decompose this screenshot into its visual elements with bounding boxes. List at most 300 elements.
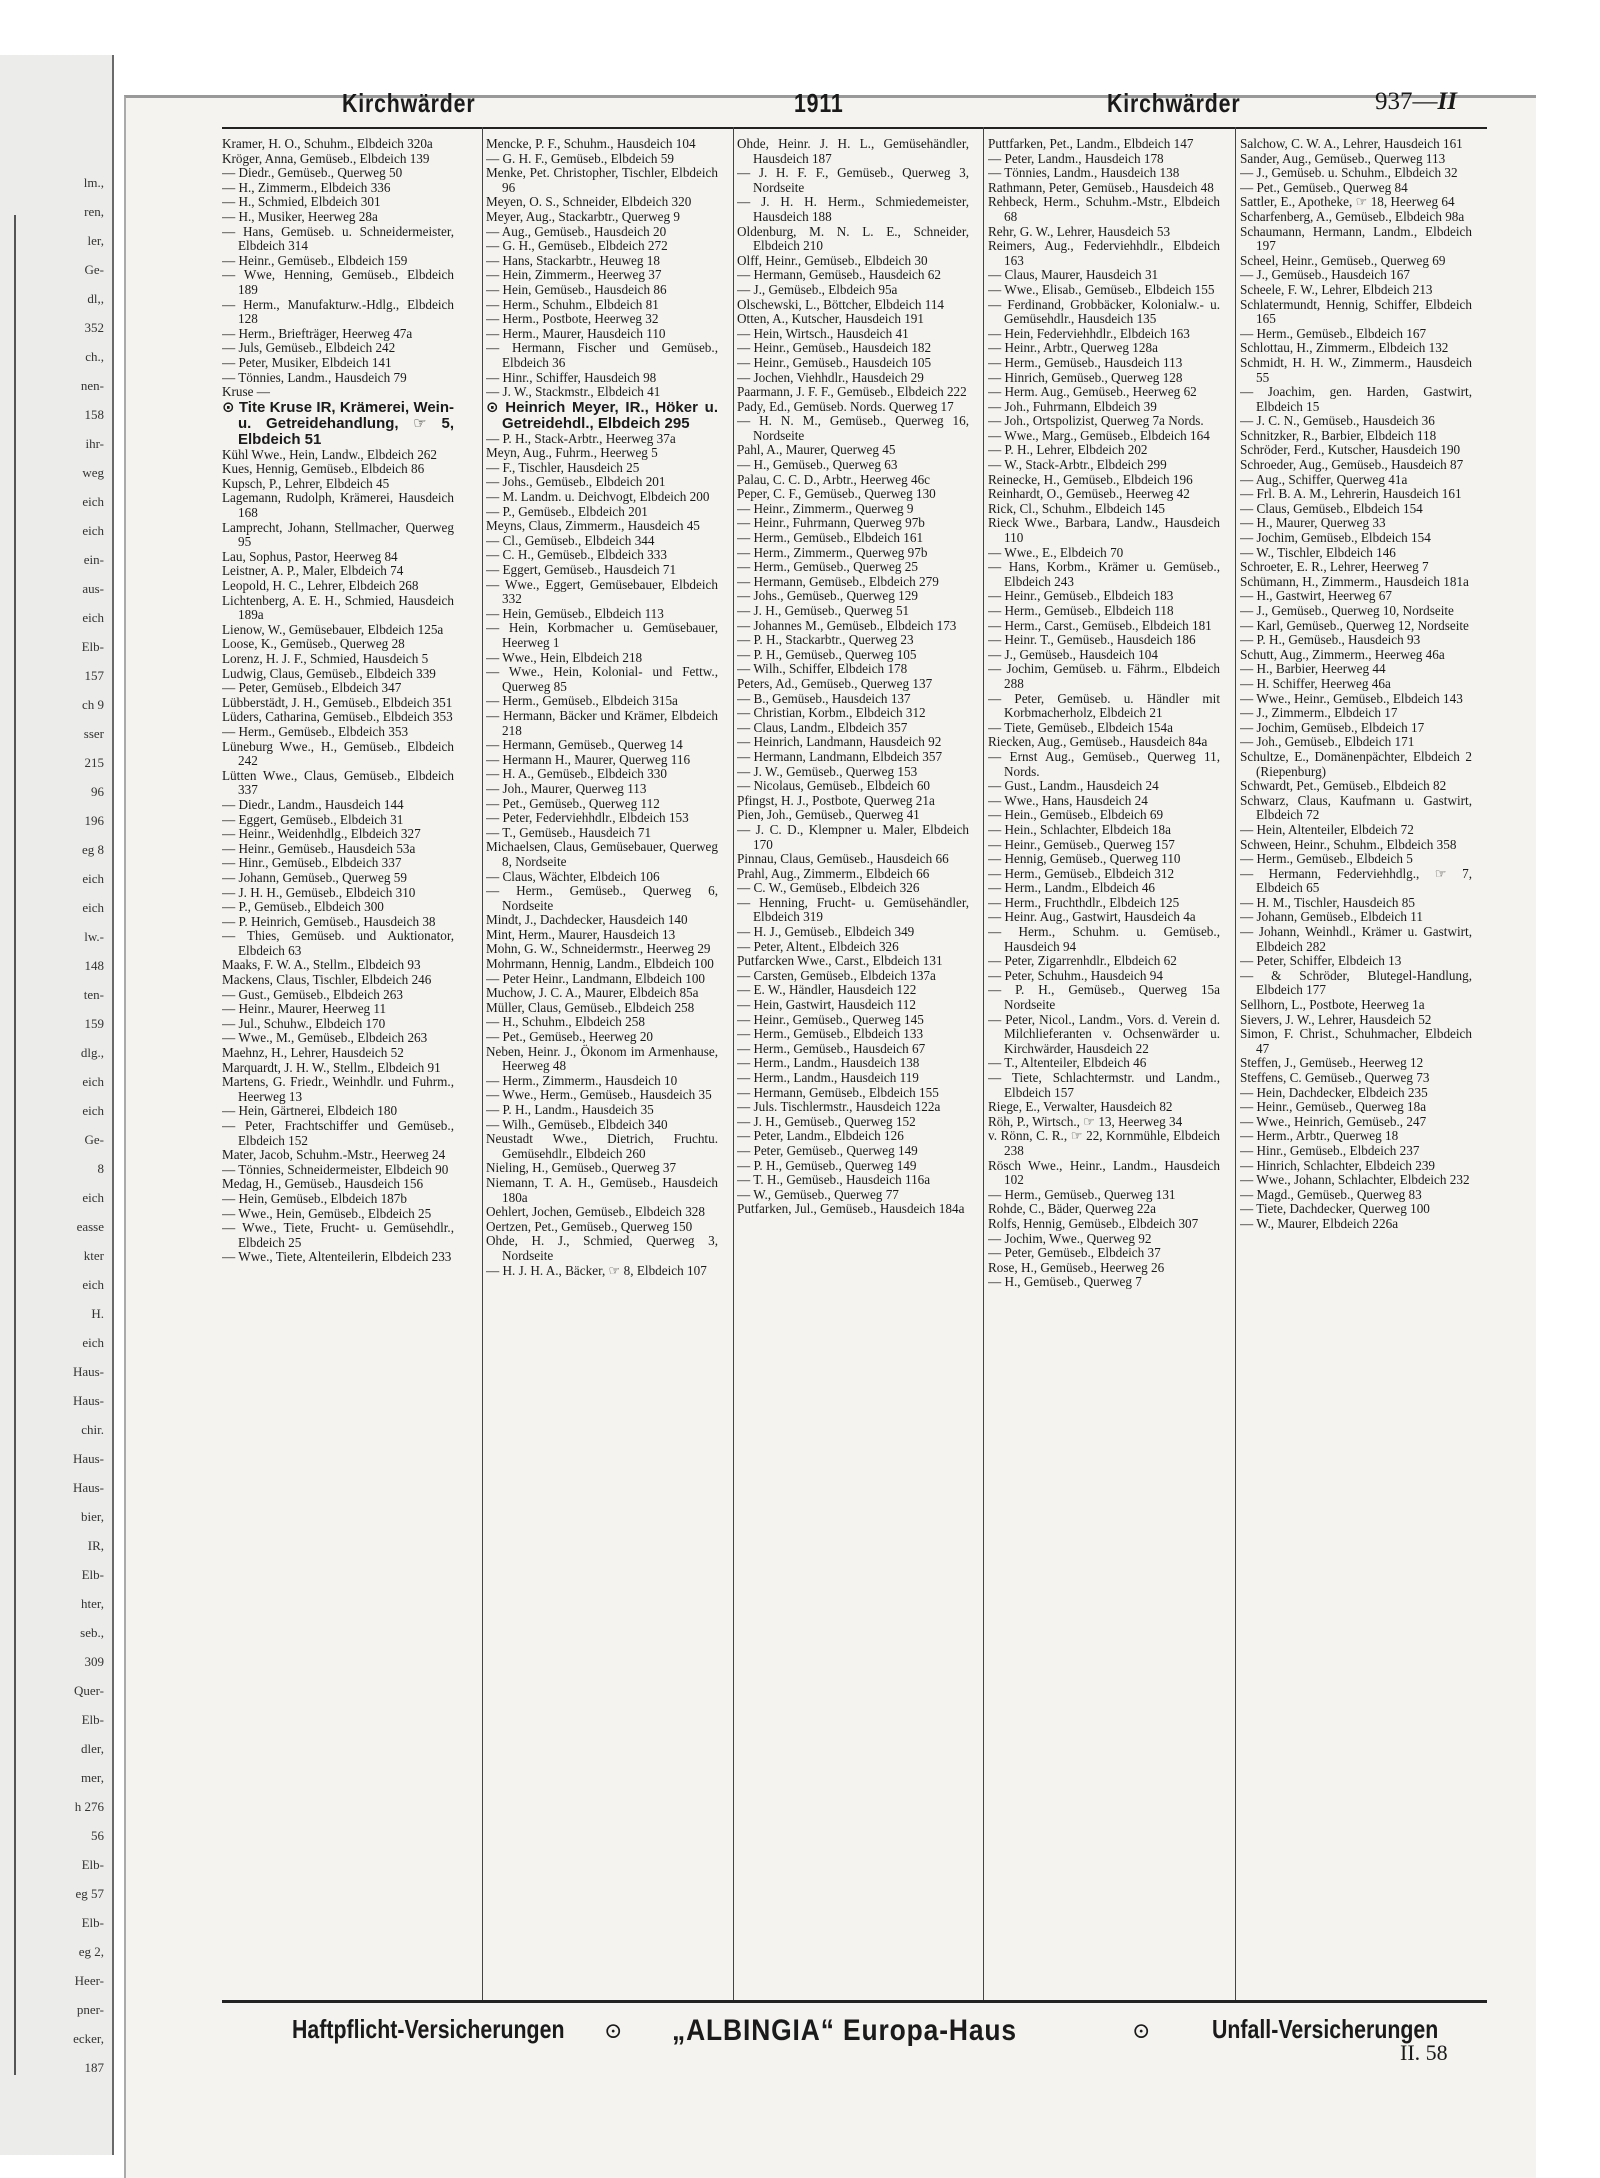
directory-entry: — P. H., Gemüseb., Querweg 15a Nordseite — [988, 982, 1220, 1013]
directory-entry: Michaelsen, Claus, Gemüsebauer, Querweg 8, Nordseite — [486, 839, 718, 869]
directory-entry: — Peter, Gemüseb., Elbdeich 347 — [222, 680, 402, 696]
directory-entry: — Herm., Gemüseb., Elbdeich 167 — [1240, 325, 1427, 341]
footer-page-mark: II. 58 — [1400, 2040, 1448, 2065]
previous-page-fragment: eich — [82, 610, 104, 625]
directory-entry: — Jul., Schuhw., Elbdeich 170 — [222, 1015, 386, 1031]
previous-page-fragment: Elb- — [81, 1712, 104, 1727]
directory-entry: Müller, Claus, Gemüseb., Elbdeich 258 — [486, 999, 695, 1015]
directory-entry: — H. M., Tischler, Hausdeich 85 — [1240, 894, 1415, 910]
directory-entry: — Wwe., Hans, Hausdeich 24 — [988, 792, 1148, 808]
directory-entry: — Herm., Gemüseb., Elbdeich 161 — [737, 530, 924, 546]
directory-entry: Rose, H., Gemüseb., Heerweg 26 — [988, 1259, 1165, 1275]
directory-entry: v. Rönn, C. R., ☞ 22, Kornmühle, Elbdeich 238 — [988, 1128, 1220, 1158]
directory-entry: — Hein, Gemüseb., Hausdeich 86 — [486, 281, 667, 297]
directory-entry: Schmidt, H. H. W., Zimmerm., Hausdeich 55 — [1240, 354, 1472, 385]
directory-entry: — Peter, Landm., Elbdeich 126 — [737, 1128, 904, 1144]
directory-entry: — Carsten, Gemüseb., Elbdeich 137a — [737, 967, 936, 983]
directory-entry: Putfarken, Jul., Gemüseb., Hausdeich 184a — [737, 1201, 965, 1217]
previous-page-fragment: bier, — [81, 1509, 104, 1524]
directory-entry: Riege, E., Verwalter, Hausdeich 82 — [988, 1099, 1173, 1115]
directory-entry: Schutt, Aug., Zimmerm., Heerweg 46a — [1240, 646, 1445, 662]
directory-entry: — Hinrich, Gemüseb., Querweg 128 — [988, 369, 1183, 385]
directory-entry: — P. Heinrich, Gemüseb., Hausdeich 38 — [222, 913, 436, 929]
directory-entry: — H. J. H. A., Bäcker, ☞ 8, Elbdeich 107 — [486, 1262, 707, 1278]
directory-entry: Mindt, J., Dachdecker, Hausdeich 140 — [486, 912, 688, 928]
directory-entry: — H., Musiker, Heerweg 28a — [222, 208, 378, 224]
directory-entry: — Herm., Gemüseb., Hausdeich 67 — [737, 1040, 926, 1056]
directory-entry: Sander, Aug., Gemüseb., Querweg 113 — [1240, 150, 1446, 166]
previous-page-fragment: chir. — [81, 1422, 104, 1437]
previous-page-fragment: mer, — [81, 1770, 104, 1785]
previous-page-fragment: eg 57 — [75, 1886, 104, 1901]
directory-entry: — Herm., Schuhm. u. Gemüseb., Hausdeich 94 — [988, 924, 1220, 954]
directory-entry: Schwarz, Claus, Kaufmann u. Gastwirt, Elbdeich 72 — [1240, 792, 1472, 823]
previous-page-fragment: 196 — [84, 813, 104, 828]
directory-entry: — Joh., Gemüseb., Elbdeich 171 — [1240, 734, 1415, 750]
previous-page-edge — [0, 55, 114, 2155]
directory-entry: — Hennig, Gemüseb., Querweg 110 — [988, 851, 1181, 867]
directory-entry: — Hein, Zimmerm., Heerweg 37 — [486, 267, 662, 283]
directory-entry: — Peter, Gemüseb., Querweg 149 — [737, 1142, 918, 1158]
directory-entry: Scheel, Heinr., Gemüseb., Querweg 69 — [1240, 252, 1446, 268]
directory-entry: — Peter, Gemüseb., Elbdeich 37 — [988, 1245, 1161, 1261]
directory-entry: — Claus, Maurer, Hausdeich 31 — [988, 267, 1159, 283]
directory-entry: — Herm., Gemüseb., Elbdeich 5 — [1240, 851, 1413, 867]
directory-entry: — Herm., Gemüseb., Querweg 6, Nordseite — [486, 883, 718, 913]
directory-entry: — Ernst Aug., Gemüseb., Querweg 11, Nords. — [988, 748, 1220, 779]
directory-entry: — F., Tischler, Hausdeich 25 — [486, 459, 640, 475]
directory-entry: Peper, C. F., Gemüseb., Querweg 130 — [737, 486, 936, 502]
header-page-number — [1375, 88, 1457, 116]
previous-page-fragment: ch., — [85, 349, 104, 364]
directory-entry: — Johs., Gemüseb., Elbdeich 201 — [486, 474, 666, 490]
previous-page-fragment: Ge- — [84, 262, 104, 277]
directory-entry: Oertzen, Pet., Gemüseb., Querweg 150 — [486, 1218, 693, 1234]
directory-entry: — P. H., Stackarbtr., Querweg 23 — [737, 632, 914, 648]
directory-entry: — Heinr., Gemüseb., Hausdeich 105 — [737, 354, 932, 370]
directory-entry: — H. N. M., Gemüseb., Querweg 16, Nordseite — [737, 413, 969, 443]
directory-entry: — G. H. F., Gemüseb., Elbdeich 59 — [486, 150, 674, 166]
directory-column-4 — [988, 137, 1220, 1997]
directory-entry: — Claus, Wächter, Elbdeich 106 — [486, 868, 660, 884]
directory-entry: — Herm., Gemüseb., Elbdeich 312 — [988, 865, 1175, 881]
previous-page-fragment: Haus- — [72, 1364, 104, 1379]
directory-entry: — J. W., Gemüseb., Querweg 153 — [737, 763, 918, 779]
directory-entry: Schultze, E., Domänenpächter, Elbdeich 2 (Riepenburg) — [1240, 748, 1472, 779]
directory-entry: — Gust., Gemüseb., Elbdeich 263 — [222, 986, 403, 1002]
directory-entry: — Herm., Zimmerm., Querweg 97b — [737, 544, 928, 560]
directory-entry: Pien, Joh., Gemüseb., Querweg 41 — [737, 807, 920, 823]
directory-entry: — Herm., Fruchthdlr., Elbdeich 125 — [988, 894, 1180, 910]
directory-entry: Lau, Sophus, Pastor, Heerweg 84 — [222, 548, 398, 564]
directory-entry: Sellhorn, L., Postbote, Heerweg 1a — [1240, 997, 1425, 1013]
directory-entry: Paarmann, J. F. F., Gemüseb., Elbdeich 222 — [737, 384, 967, 400]
column-rule — [482, 127, 483, 2000]
directory-entry: Rolfs, Hennig, Gemüseb., Elbdeich 307 — [988, 1215, 1199, 1231]
directory-entry: Muchow, J. C. A., Maurer, Elbdeich 85a — [486, 985, 699, 1001]
previous-page-fragment: eich — [82, 494, 104, 509]
directory-entry: — J. C. N., Gemüseb., Hausdeich 36 — [1240, 413, 1435, 429]
header-rule — [222, 127, 1487, 129]
directory-entry: — Wilh., Schiffer, Elbdeich 178 — [737, 661, 908, 677]
directory-entry: — Wwe., Heinrich, Gemüseb., 247 — [1240, 1113, 1427, 1129]
directory-entry: — Hein, Gemüseb., Elbdeich 113 — [486, 605, 664, 621]
directory-entry: — Tönnies, Landm., Hausdeich 138 — [988, 165, 1180, 181]
directory-entry: — Wwe., Hein, Elbdeich 218 — [486, 649, 643, 665]
previous-page-fragment: 8 — [97, 1161, 104, 1176]
directory-entry: Neustadt Wwe., Dietrich, Fruchtu. Gemüsehdlr., Elbdeich 260 — [486, 1131, 718, 1161]
directory-entry: — E. W., Händler, Hausdeich 122 — [737, 982, 917, 998]
directory-entry: Neben, Heinr. J., Ökonom im Armenhause, Heerweg 48 — [486, 1043, 718, 1074]
previous-page-fragment: eg 8 — [81, 842, 104, 857]
directory-entry: Rathmann, Peter, Gemüseb., Hausdeich 48 — [988, 179, 1214, 195]
directory-entry: Marquardt, J. H. W., Stellm., Elbdeich 91 — [222, 1059, 441, 1075]
directory-entry: — J. H., Gemüseb., Querweg 152 — [737, 1113, 916, 1129]
directory-entry: — J. H., Gemüseb., Querweg 51 — [737, 603, 910, 618]
directory-entry: — Hermann, Gemüseb., Hausdeich 62 — [737, 267, 941, 283]
previous-page-fragment: Haus- — [72, 1451, 104, 1466]
directory-entry: — Aug., Schiffer, Querweg 41a — [1240, 471, 1408, 487]
directory-entry: Sievers, J. W., Lehrer, Hausdeich 52 — [1240, 1011, 1432, 1027]
directory-entry: — J., Gemüseb. u. Schuhm., Elbdeich 32 — [1240, 165, 1458, 181]
directory-entry: Steffens, C. Gemüseb., Querweg 73 — [1240, 1070, 1430, 1085]
directory-entry: — & Schröder, Blutegel-Handlung, Elbdeich 177 — [1240, 967, 1472, 998]
directory-entry: — Herm., Manufakturw.-Hdlg., Elbdeich 128 — [222, 296, 454, 327]
directory-entry: — Hein, Korbmacher u. Gemüsebauer, Heerweg 1 — [486, 620, 718, 650]
directory-entry: — H., Schmied, Elbdeich 301 — [222, 194, 381, 210]
directory-entry: — Heinr., Zimmerm., Querweg 9 — [737, 500, 914, 516]
previous-page-fragment: 352 — [84, 320, 104, 335]
previous-page-fragment: Haus- — [72, 1393, 104, 1408]
previous-page-fragment: 187 — [84, 2060, 104, 2075]
directory-entry: Reimers, Aug., Federviehhdlr., Elbdeich 163 — [988, 238, 1220, 268]
directory-entry: — Hinr., Schiffer, Hausdeich 98 — [486, 369, 657, 385]
directory-entry: — Wilh., Gemüseb., Elbdeich 340 — [486, 1116, 668, 1132]
directory-entry: — Herm., Landm., Elbdeich 46 — [988, 880, 1156, 896]
directory-entry: Meyen, O. S., Schneider, Elbdeich 320 — [486, 194, 692, 210]
directory-column-5 — [1240, 137, 1472, 1997]
previous-page-fragment: pner- — [76, 2002, 104, 2017]
directory-entry: — Diedr., Landm., Hausdeich 144 — [222, 796, 404, 812]
directory-entry: — Diedr., Gemüseb., Querweg 50 — [222, 165, 403, 181]
directory-entry: Putfarcken Wwe., Carst., Elbdeich 131 — [737, 953, 943, 969]
directory-entry: — Johann, Gemüseb., Elbdeich 11 — [1240, 909, 1424, 925]
directory-entry: — Heinr., Gemüseb., Hausdeich 182 — [737, 340, 932, 356]
previous-page-fragment: lw.- — [84, 929, 104, 944]
directory-entry: — Wwe., Elisab., Gemüseb., Elbdeich 155 — [988, 281, 1215, 297]
directory-entry: — Heinr., Gemüseb., Elbdeich 183 — [988, 588, 1174, 604]
directory-entry: — Johs., Gemüseb., Querweg 129 — [737, 588, 918, 604]
column-rule — [1235, 127, 1236, 2000]
directory-entry: — J. W., Stackmstr., Elbdeich 41 — [486, 384, 661, 400]
directory-entry: — Johannes M., Gemüseb., Elbdeich 173 — [737, 617, 957, 633]
directory-entry: Rohde, C., Bäder, Querweg 22a — [988, 1201, 1156, 1217]
directory-entry: Kühl Wwe., Hein, Landw., Elbdeich 262 — [222, 446, 437, 462]
directory-column-1 — [222, 137, 454, 1997]
directory-entry: — Hermann H., Maurer, Querweg 116 — [486, 751, 691, 767]
directory-entry: — W., Maurer, Elbdeich 226a — [1240, 1215, 1399, 1231]
directory-entry: — Herm., Postbote, Heerweg 32 — [486, 311, 659, 327]
directory-entry: — Herm., Briefträger, Heerweg 47a — [222, 325, 413, 341]
directory-entry: — Jochen, Viehhdlr., Hausdeich 29 — [737, 369, 924, 385]
directory-entry: — Herm., Maurer, Hausdeich 110 — [486, 325, 666, 341]
directory-entry: — Peter, Schiffer, Elbdeich 13 — [1240, 953, 1402, 969]
directory-entry: ⊙ Heinrich Meyer, IR., Höker u. Getreidehdl., Elbdeich 295 — [486, 398, 718, 432]
previous-page-fragment: h 276 — [74, 1799, 104, 1814]
page-number-value: 937— — [1375, 88, 1438, 115]
directory-entry: — P., Gemüseb., Elbdeich 201 — [486, 503, 648, 519]
previous-page-fragment: lm., — [83, 175, 104, 190]
directory-column-3 — [737, 137, 969, 1997]
directory-entry: Lüders, Catharina, Gemüseb., Elbdeich 353 — [222, 709, 453, 725]
directory-entry: — Claus, Landm., Elbdeich 357 — [737, 719, 908, 735]
previous-page-fragment: 96 — [91, 784, 104, 799]
footer-circle-icon: ⊙ — [604, 2018, 623, 2043]
directory-entry: — Frl. B. A. M., Lehrerin, Hausdeich 161 — [1240, 486, 1462, 502]
directory-entry: — M. Landm. u. Deichvogt, Elbdeich 200 — [486, 489, 710, 505]
directory-entry: — Hermann, Gemüseb., Elbdeich 155 — [737, 1084, 939, 1100]
directory-entry: — Herm., Gemüseb., Querweg 25 — [737, 559, 918, 575]
directory-entry: — Joh., Fuhrmann, Elbdeich 39 — [988, 398, 1157, 414]
directory-entry: Lütten Wwe., Claus, Gemüseb., Elbdeich 337 — [222, 767, 454, 798]
directory-entry: — Herm., Gemüseb., Elbdeich 315a — [486, 693, 678, 709]
directory-entry: Mint, Herm., Maurer, Hausdeich 13 — [486, 926, 676, 942]
directory-entry: — Herm., Zimmerm., Hausdeich 10 — [486, 1072, 678, 1088]
previous-page-fragment: nen- — [80, 378, 104, 393]
directory-entry: — W., Gemüseb., Querweg 77 — [737, 1186, 899, 1202]
directory-entry: — Peter, Zigarrenhdlr., Elbdeich 62 — [988, 953, 1177, 969]
directory-entry: Rehr, G. W., Lehrer, Hausdeich 53 — [988, 223, 1171, 239]
directory-entry: — W., Stack-Arbtr., Elbdeich 299 — [988, 457, 1167, 473]
directory-entry: Martens, G. Friedr., Weinhdlr. und Fuhrm., Heerweg 13 — [222, 1074, 454, 1104]
previous-page-fragment: hter, — [81, 1596, 104, 1611]
directory-entry: — Jochim, Wwe., Querweg 92 — [988, 1230, 1152, 1246]
directory-entry: — Pet., Gemüseb., Querweg 84 — [1240, 179, 1408, 195]
directory-entry: — Hein., Schlachter, Elbdeich 18a — [988, 821, 1171, 837]
directory-entry: — Ferdinand, Grobbäcker, Kolonialw.- u. Gemüsehdlr., Hausdeich 135 — [988, 296, 1220, 327]
previous-page-fragment: 148 — [84, 958, 104, 973]
directory-entry: Leopold, H. C., Lehrer, Elbdeich 268 — [222, 578, 419, 594]
directory-entry: — Hans, Gemüseb. u. Schneidermeister, Elbdeich 314 — [222, 223, 454, 254]
directory-entry: — Wwe, Henning, Gemüseb., Elbdeich 189 — [222, 267, 454, 297]
directory-entry: — Eggert, Gemüseb., Elbdeich 31 — [222, 811, 404, 827]
directory-entry: Schween, Heinr., Schuhm., Elbdeich 358 — [1240, 836, 1457, 852]
directory-entry: Pinnau, Claus, Gemüseb., Hausdeich 66 — [737, 851, 949, 867]
previous-page-fragment: eich — [82, 900, 104, 915]
directory-entry: Oldenburg, M. N. L. E., Schneider, Elbdeich 210 — [737, 223, 969, 254]
directory-entry: — Peter, Schuhm., Hausdeich 94 — [988, 967, 1163, 983]
directory-entry: Niemann, T. A. H., Gemüseb., Hausdeich 180a — [486, 1174, 718, 1205]
directory-entry: — Peter, Nicol., Landm., Vors. d. Verein d. Milchlieferanten v. Ochsenwärder u. Kirchwärder, Hausdeich 22 — [988, 1011, 1220, 1056]
directory-entry: — Wwe., Marg., Gemüseb., Elbdeich 164 — [988, 427, 1210, 443]
previous-page-fragment: 158 — [84, 407, 104, 422]
previous-page-fragment: dlg., — [80, 1045, 104, 1060]
previous-page-fragment: kter — [83, 1248, 104, 1263]
directory-entry: Riecken, Aug., Gemüseb., Hausdeich 84a — [988, 734, 1208, 750]
previous-page-fragment: aus- — [82, 581, 104, 596]
directory-entry: — Wwe., Heinr., Gemüseb., Elbdeich 143 — [1240, 690, 1463, 706]
directory-entry: Palau, C. C. D., Arbtr., Heerweg 46c — [737, 471, 931, 487]
directory-entry: — P. H., Gemüseb., Querweg 149 — [737, 1157, 917, 1173]
directory-entry: Schnitzker, R., Barbier, Elbdeich 118 — [1240, 427, 1437, 443]
previous-page-fragment: H. — [91, 1306, 104, 1321]
directory-entry: — Wwe., Eggert, Gemüsebauer, Elbdeich 332 — [486, 576, 718, 607]
directory-entry: — J., Gemüseb., Hausdeich 167 — [1240, 267, 1410, 283]
directory-entry: Mencke, P. F., Schuhm., Hausdeich 104 — [486, 137, 696, 151]
directory-entry: — Joh., Ortspolizist, Querweg 7a Nords. — [988, 413, 1204, 429]
directory-entry: — Johann, Weinhdl., Krämer u. Gastwirt, Elbdeich 282 — [1240, 924, 1472, 954]
directory-entry: — Heinr., Gemüseb., Querweg 18a — [1240, 1099, 1427, 1115]
directory-entry: — Hermann, Gemüseb., Elbdeich 279 — [737, 573, 939, 589]
directory-entry: Röh, P., Wirtsch., ☞ 13, Heerweg 34 — [988, 1113, 1183, 1129]
previous-page-fragment: eich — [82, 871, 104, 886]
footer-ad-left: Haftpflicht-Versicherungen — [292, 2014, 565, 2044]
footer-ad-right: Unfall-Versicherungen — [1212, 2014, 1439, 2044]
directory-entry: — C. W., Gemüseb., Elbdeich 326 — [737, 880, 920, 896]
directory-entry: — Wwe., Hein, Gemüseb., Elbdeich 25 — [222, 1205, 432, 1221]
directory-entry: — Hans, Stackarbtr., Heuweg 18 — [486, 252, 660, 268]
directory-entry: Otten, A., Kutscher, Hausdeich 191 — [737, 311, 924, 327]
directory-entry: Rick, Cl., Schuhm., Elbdeich 145 — [988, 500, 1165, 516]
directory-entry: Mohrmann, Hennig, Landm., Elbdeich 100 — [486, 956, 714, 972]
directory-entry: — H., Gemüseb., Querweg 7 — [988, 1274, 1142, 1290]
directory-entry: — Johann, Gemüseb., Querweg 59 — [222, 869, 407, 885]
directory-entry: — P., Gemüseb., Elbdeich 300 — [222, 899, 384, 915]
previous-page-fragment: 159 — [84, 1016, 104, 1031]
directory-entry: Pady, Ed., Gemüseb. Nords. Querweg 17 — [737, 398, 954, 414]
directory-entry: Kramer, H. O., Schuhm., Elbdeich 320a — [222, 137, 433, 151]
directory-entry: — Tönnies, Landm., Hausdeich 79 — [222, 369, 407, 385]
directory-entry: — G. H., Gemüseb., Elbdeich 272 — [486, 238, 668, 254]
directory-entry: Ohde, H. J., Schmied, Querweg 3, Nordseite — [486, 1233, 718, 1263]
directory-entry: Loose, K., Gemüseb., Querweg 28 — [222, 636, 405, 652]
directory-entry: Nieling, H., Gemüseb., Querweg 37 — [486, 1160, 677, 1176]
directory-entry: Ohde, Heinr. J. H. L., Gemüsehändler, Hausdeich 187 — [737, 137, 969, 166]
directory-entry: Steffen, J., Gemüseb., Heerweg 12 — [1240, 1055, 1424, 1071]
directory-entry: Schröder, Ferd., Kutscher, Hausdeich 190 — [1240, 442, 1461, 458]
previous-page-fragment: 309 — [84, 1654, 104, 1669]
directory-entry: — Peter, Altent., Elbdeich 326 — [737, 938, 899, 954]
previous-page-fragment: easse — [76, 1219, 104, 1234]
directory-entry: — Herm., Schuhm., Elbdeich 81 — [486, 296, 659, 312]
directory-entry: Leistner, A. P., Maler, Elbdeich 74 — [222, 563, 404, 579]
previous-page-fragment: eich — [82, 1103, 104, 1118]
directory-entry: — Tönnies, Schneidermeister, Elbdeich 90 — [222, 1161, 449, 1177]
directory-entry: — Jochim, Gemüseb., Elbdeich 17 — [1240, 719, 1425, 735]
directory-entry: Oehlert, Jochen, Gemüseb., Elbdeich 328 — [486, 1204, 705, 1220]
directory-entry: Simon, F. Christ., Schuhmacher, Elbdeich 47 — [1240, 1026, 1472, 1056]
previous-page-fragment: eich — [82, 1190, 104, 1205]
directory-entry: — Juls, Gemüseb., Elbdeich 242 — [222, 340, 396, 356]
directory-entry: Maehnz, H., Lehrer, Hausdeich 52 — [222, 1045, 404, 1061]
previous-page-fragment: 56 — [91, 1828, 104, 1843]
directory-entry: — Wwe., Herm., Gemüseb., Hausdeich 35 — [486, 1087, 712, 1103]
directory-entry: — P. H., Landm., Hausdeich 35 — [486, 1102, 654, 1117]
directory-entry: Prahl, Aug., Zimmerm., Elbdeich 66 — [737, 865, 930, 881]
directory-entry: — Herm. Aug., Gemüseb., Heerweg 62 — [988, 384, 1197, 400]
directory-entry: — Eggert, Gemüseb., Hausdeich 71 — [486, 562, 677, 578]
header-place-right: Kirchwärder — [1107, 88, 1241, 118]
directory-entry: — Hermann, Landmann, Elbdeich 357 — [737, 748, 943, 764]
directory-entry: — Heinr., Gemüseb., Querweg 157 — [988, 836, 1175, 852]
directory-entry: Meyer, Aug., Stackarbtr., Querweg 9 — [486, 208, 680, 224]
directory-entry: — Tiete, Schlachtermstr. und Landm., Elbdeich 157 — [988, 1070, 1220, 1100]
previous-page-fragment: ch 9 — [81, 697, 104, 712]
directory-entry: — Hinr., Gemüseb., Elbdeich 337 — [222, 855, 402, 871]
directory-entry: — Hein, Altenteiler, Elbdeich 72 — [1240, 821, 1414, 837]
directory-entry: — Joachim, gen. Harden, Gastwirt, Elbdeich 15 — [1240, 384, 1472, 414]
directory-entry: — Tiete, Dachdecker, Querweg 100 — [1240, 1201, 1430, 1217]
directory-entry: Mackens, Claus, Tischler, Elbdeich 246 — [222, 972, 432, 988]
directory-entry: — Hans, Korbm., Krämer u. Gemüseb., Elbdeich 243 — [988, 559, 1220, 589]
directory-entry: — Peter, Federviehhdlr., Elbdeich 153 — [486, 810, 689, 826]
previous-page-fragment: Elb- — [81, 1567, 104, 1582]
directory-entry: — Hein, Gemüseb., Elbdeich 187b — [222, 1190, 407, 1206]
directory-entry: — Wwe., Johann, Schlachter, Elbdeich 232 — [1240, 1172, 1470, 1188]
previous-page-fragment: eg 2, — [78, 1944, 104, 1959]
directory-entry: Olschewski, L., Böttcher, Elbdeich 114 — [737, 296, 945, 312]
directory-entry: Meyns, Claus, Zimmerm., Hausdeich 45 — [486, 518, 700, 534]
directory-entry: — Pet., Gemüseb., Querweg 112 — [486, 795, 660, 811]
directory-entry: — Herm., Gemüseb., Hausdeich 113 — [988, 354, 1183, 370]
directory-entry: — Wwe., E., Elbdeich 70 — [988, 544, 1124, 560]
directory-entry: Scharfenberg, A., Gemüseb., Elbdeich 98a — [1240, 208, 1465, 224]
directory-entry: Scheele, F. W., Lehrer, Elbdeich 213 — [1240, 281, 1433, 297]
previous-page-fragment: Haus- — [72, 1480, 104, 1495]
directory-entry: — Jochim, Gemüseb., Elbdeich 154 — [1240, 530, 1431, 546]
directory-entry: — Claus, Gemüseb., Elbdeich 154 — [1240, 500, 1423, 516]
directory-entry: — H., Maurer, Querweg 33 — [1240, 515, 1386, 531]
directory-entry: Ludwig, Claus, Gemüseb., Elbdeich 339 — [222, 665, 436, 681]
page-header — [100, 88, 1490, 128]
directory-entry: — Peter, Landm., Hausdeich 178 — [988, 150, 1164, 166]
directory-entry: Peters, Ad., Gemüseb., Querweg 137 — [737, 675, 933, 691]
directory-entry: — Gust., Landm., Hausdeich 24 — [988, 778, 1159, 794]
previous-page-fragment: 157 — [84, 668, 104, 683]
directory-entry: Rieck Wwe., Barbara, Landw., Hausdeich 110 — [988, 515, 1220, 546]
directory-entry: — Henning, Frucht- u. Gemüsehändler, Elbdeich 319 — [737, 894, 969, 925]
directory-entry: — J. H. H. Herm., Schmiedemeister, Hausdeich 188 — [737, 194, 969, 224]
directory-entry: — Herm., Arbtr., Querweg 18 — [1240, 1128, 1399, 1144]
directory-entry: Pfingst, H. J., Postbote, Querweg 21a — [737, 792, 935, 808]
column-rule — [733, 127, 734, 2000]
directory-entry: Maaks, F. W. A., Stellm., Elbdeich 93 — [222, 957, 421, 973]
directory-entry: — Hinrich, Schlachter, Elbdeich 239 — [1240, 1157, 1436, 1173]
directory-entry: Schwardt, Pet., Gemüseb., Elbdeich 82 — [1240, 778, 1447, 794]
footer-circle-icon: ⊙ — [1132, 2018, 1151, 2043]
footer-ad-center: „ALBINGIA“ Europa-Haus — [672, 2014, 1017, 2047]
directory-entry: — H. A., Gemüseb., Elbdeich 330 — [486, 766, 667, 782]
directory-entry: Lorenz, H. J. F., Schmied, Hausdeich 5 — [222, 651, 429, 666]
directory-entry: — Hermann, Bäcker und Krämer, Elbdeich 218 — [486, 707, 718, 738]
previous-page-fragment: Ge- — [84, 1132, 104, 1147]
directory-entry: Rösch Wwe., Heinr., Landm., Hausdeich 102 — [988, 1157, 1220, 1188]
directory-entry: — J. H. H., Gemüseb., Elbdeich 310 — [222, 884, 416, 900]
directory-entry: — P. H., Gemüseb., Querweg 105 — [737, 646, 917, 662]
directory-entry: — Heinr., Gemüseb., Querweg 145 — [737, 1011, 924, 1027]
previous-page-fragment: ler, — [87, 233, 104, 248]
directory-entry: — Heinr., Weidenhdlg., Elbdeich 327 — [222, 826, 421, 842]
advertisement-footer — [222, 2010, 1487, 2065]
directory-entry: — Karl, Gemüseb., Querweg 12, Nordseite — [1240, 617, 1469, 633]
directory-entry: — Heinr., Arbtr., Querweg 128a — [988, 340, 1158, 356]
directory-entry: Rehbeck, Herm., Schuhm.-Mstr., Elbdeich 68 — [988, 194, 1220, 224]
directory-entry: Salchow, C. W. A., Lehrer, Hausdeich 161 — [1240, 137, 1463, 151]
directory-entry: Lagemann, Rudolph, Krämerei, Hausdeich 168 — [222, 490, 454, 521]
previous-page-fragment: eich — [82, 1335, 104, 1350]
directory-entry: — Hein, Wirtsch., Hausdeich 41 — [737, 325, 909, 341]
directory-entry: Schlatermundt, Hennig, Schiffer, Elbdeich 165 — [1240, 296, 1472, 327]
